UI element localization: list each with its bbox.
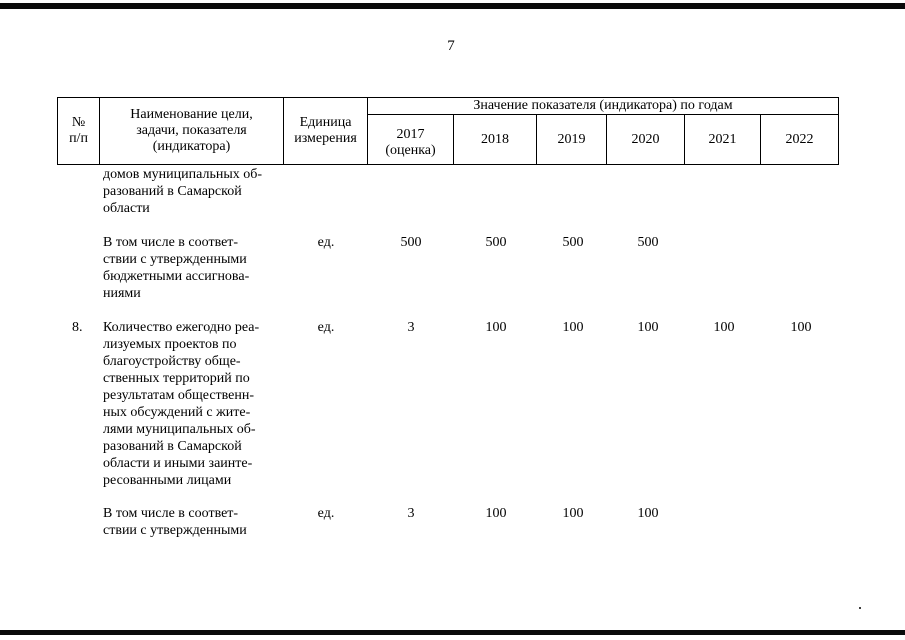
row-value-2021: 100 bbox=[713, 320, 735, 335]
row-value-2020: 500 bbox=[637, 235, 659, 250]
header-year-2022: 2022 bbox=[785, 131, 814, 147]
header-year-2019: 2019 bbox=[557, 131, 586, 147]
row-value-2018: 500 bbox=[485, 235, 507, 250]
row-value-2020: 100 bbox=[637, 320, 659, 335]
header-year-2017: 2017 (оценка) bbox=[385, 127, 436, 158]
header-name: Наименование цели, задачи, показателя (индикатора) bbox=[130, 107, 253, 154]
header-year-2018: 2018 bbox=[481, 131, 509, 147]
row-value-2018: 100 bbox=[485, 506, 507, 521]
header-year-2021: 2021 bbox=[708, 131, 737, 147]
row-value-2019: 100 bbox=[562, 320, 584, 335]
header-num: № п/п bbox=[69, 115, 88, 146]
row-value-2017: 3 bbox=[407, 320, 415, 335]
header-group-title: Значение показателя (индикатора) по годам bbox=[473, 98, 733, 113]
table-header bbox=[57, 97, 839, 165]
row-value-2017: 500 bbox=[400, 235, 422, 250]
top-border-rule bbox=[0, 3, 905, 9]
header-year-2020: 2020 bbox=[631, 131, 660, 147]
row-value-2018: 100 bbox=[485, 320, 507, 335]
bottom-border-rule bbox=[0, 630, 905, 635]
row-name: В том числе в соответ- ствии с утвержденными бюджетными ассигнова- ниями bbox=[103, 235, 250, 301]
row-name: домов муниципальных об- разований в Самарской области bbox=[103, 167, 263, 216]
row-unit: ед. bbox=[317, 235, 335, 250]
row-name: В том числе в соответ- ствии с утвержденными bbox=[103, 506, 247, 538]
header-unit: Единица измерения bbox=[294, 115, 357, 146]
row-number: 8. bbox=[72, 320, 83, 335]
row-value-2019: 100 bbox=[562, 506, 584, 521]
page-number: 7 bbox=[447, 38, 455, 54]
row-value-2022: 100 bbox=[790, 320, 812, 335]
row-unit: ед. bbox=[317, 506, 335, 521]
row-value-2020: 100 bbox=[637, 506, 659, 521]
row-value-2017: 3 bbox=[407, 506, 415, 521]
row-unit: ед. bbox=[317, 320, 335, 335]
row-value-2019: 500 bbox=[562, 235, 584, 250]
row-name: Количество ежегодно реа- лизуемых проектов по благоустройству обще- ственных территорий по результатам общественн- ных обсуждений с жите- лями муниципальных об- разований в Самарской области и иными заинте- ресованными лицами bbox=[103, 320, 260, 488]
scan-speck bbox=[859, 607, 861, 609]
